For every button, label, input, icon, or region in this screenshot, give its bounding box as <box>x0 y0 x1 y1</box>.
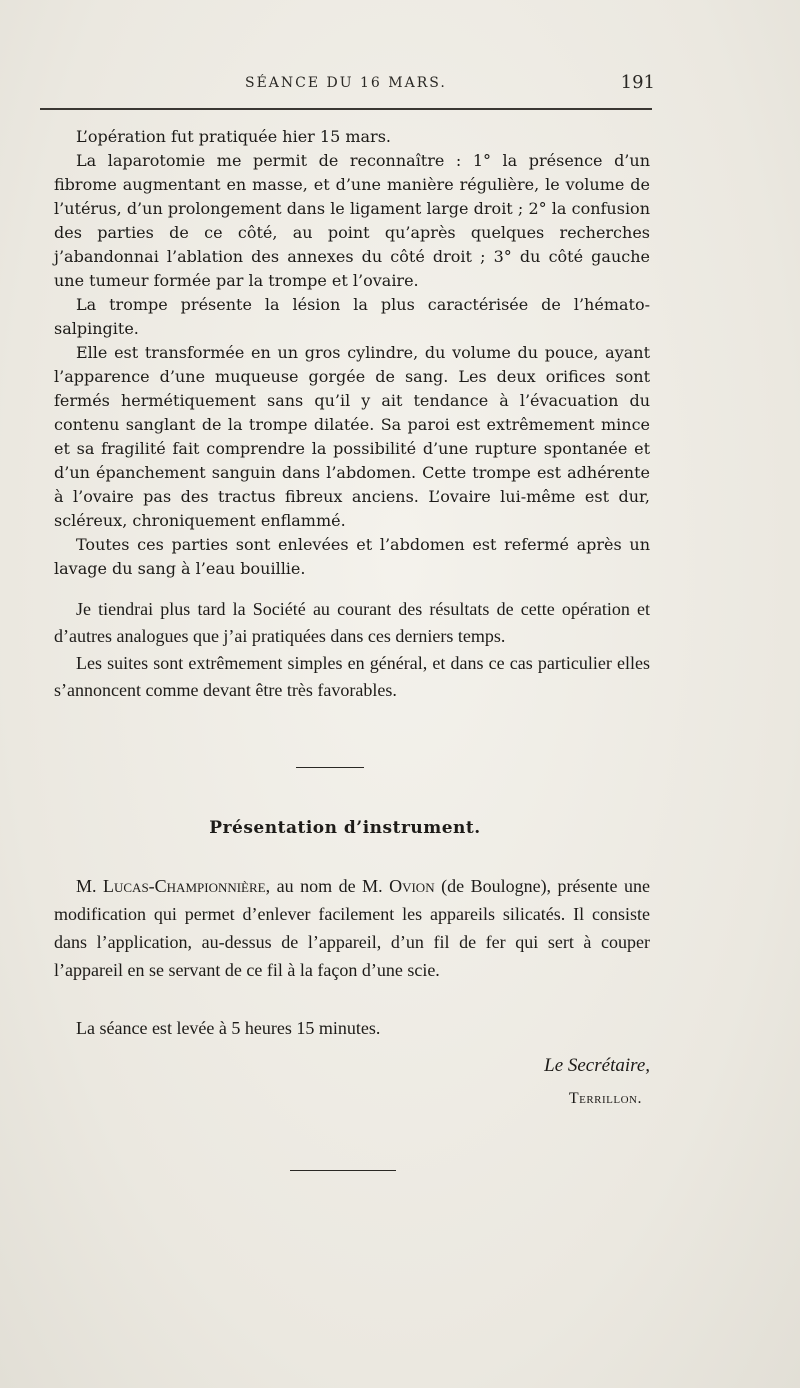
paragraph: L’opération fut pratiquée hier 15 mars. <box>76 127 391 146</box>
page-number: 191 <box>620 72 655 93</box>
running-head-title: SÉANCE DU 16 MARS. <box>245 75 447 91</box>
speaker-name: M. Lucas-Championnière <box>76 876 266 896</box>
paragraph: Les suites sont extrêmement simples en général, et dans ce cas particulier elles s’annoncent comme devant être très favorables. <box>54 653 650 700</box>
paragraph: Je tiendrai plus tard la Société au courant des résultats de cette opération et d’autres analogues que j’ai pratiquées dans ces derniers temps. <box>54 599 650 646</box>
paragraph: Elle est transformée en un gros cylindre, du volume du pouce, ayant l’apparence d’une muqueuse gorgée de sang. Les deux orifices sont fermés hermétiquement sans qu’il y ait tendance à l’évacuation du contenu sanglant de la trompe dilatée. Sa paroi est extrêmement mince et sa fragilité fait comprendre la possibilité d’une rupture spontanée et d’un épanchement sanguin dans l’abdomen. Cette trompe est adhérente à l’ovaire pas des tractus fibreux anciens. L’ovaire lui-même est dur, scléreux, chroniquement enflammé. <box>54 343 650 530</box>
concluding-remarks <box>54 596 650 704</box>
text-fragment: , au nom de <box>265 876 363 896</box>
section-heading: Présentation d’instrument. <box>209 818 481 838</box>
header-rule <box>40 108 652 110</box>
section-divider <box>296 767 364 768</box>
signature-role: Le Secrétaire, <box>544 1055 650 1076</box>
closing-line: La séance est levée à 5 heures 15 minutes. <box>76 1018 381 1038</box>
paragraph: Toutes ces parties sont enlevées et l’abdomen est refermé après un lavage du sang à l’eau bouillie. <box>54 535 650 578</box>
paragraph <box>54 872 650 984</box>
text-fragment: (de Boulogne), présente une modification qui permet d’enlever facilement les appareils silicatés. Il consiste dans l’application, au-dessus de l’appareil, d’un fil de fer qui sert à couper l’appareil en se servant de ce fil à la façon d’une scie. <box>54 876 651 980</box>
instrument-presentation <box>54 872 650 984</box>
running-head <box>55 72 655 98</box>
end-divider <box>290 1170 396 1171</box>
person-name: M. Ovion <box>362 876 435 896</box>
paragraph: La trompe présente la lésion la plus caractérisée de l’hémato-salpingite. <box>54 295 650 338</box>
paragraph: La laparotomie me permit de reconnaître : 1° la présence d’un fibrome augmentant en masse, et d’une manière régulière, le volume de l’utérus, d’un prolongement dans le ligament large droit ; 2° la confusion des parties de ce côté, au point qu’après quelques recherches j’abandonnai l’ablation des annexes du côté droit ; 3° du côté gauche une tumeur formée par la trompe et l’ovaire. <box>54 151 650 290</box>
operation-report <box>54 125 650 581</box>
signature-name: Terrillon. <box>568 1090 642 1107</box>
